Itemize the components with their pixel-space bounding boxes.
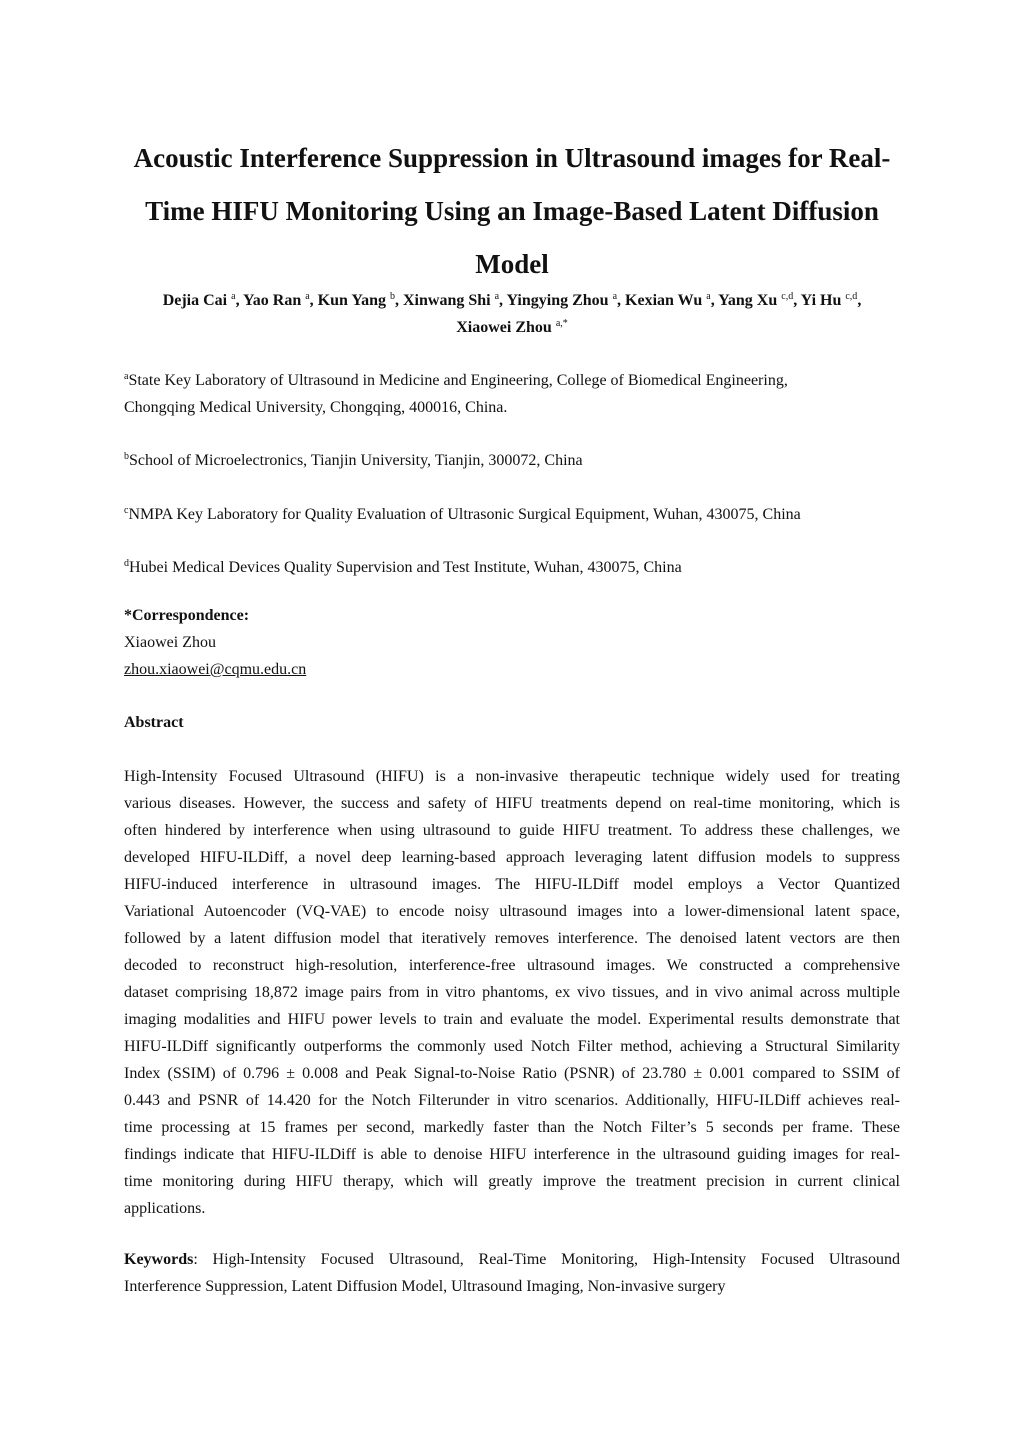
affiliation-sup: c xyxy=(124,505,129,516)
abstract-line: 0.443 and PSNR of 14.420 for the Notch Filterunder in vitro scenarios. Additionally, HIFU-ILDiff achieves real- xyxy=(124,1092,900,1109)
title-line: Time HIFU Monitoring Using an Image-Based Latent Diffusion xyxy=(145,196,879,226)
author-name: Kun Yang xyxy=(317,292,386,309)
author-affil-sup: a xyxy=(706,291,711,302)
author-line: Dejia Cai $^a$, Yao Ran $^a$, Kun Yang $^b$, Xinwang Shi $^a$, Yingying Zhou $^a$, Kexian Wu $^a$, Yang Xu $^{c,d}$, Yi Hu $^{c,d}$, xyxy=(162,291,862,309)
author-line xyxy=(110,314,914,341)
correspondence-email-link[interactable]: zhou.xiaowei@cqmu.edu.cn xyxy=(124,661,307,678)
author-affil-sup: c,d xyxy=(845,291,858,302)
author-name: Kexian Wu xyxy=(625,292,703,309)
abstract-line: decoded to reconstruct high-resolution, interference-free ultrasound images. We constructed a comprehensive xyxy=(124,957,900,974)
abstract-line: dataset comprising 18,872 image pairs from in vitro phantoms, ex vivo tissues, and in vivo animal across multiple xyxy=(124,984,900,1001)
correspondence-name: Xiaowei Zhou xyxy=(124,634,216,651)
affiliation xyxy=(124,367,904,421)
affiliation-line: $^a$State Key Laboratory of Ultrasound in Medicine and Engineering, College of Biomedical Engineering, xyxy=(124,371,788,389)
author-name: Yi Hu xyxy=(800,292,842,309)
author-name: Yingying Zhou xyxy=(506,292,609,309)
author-affil-sup: a xyxy=(231,291,236,302)
abstract-line: followed by a latent diffusion model that iteratively removes interference. The denoised latent vectors are then xyxy=(124,930,900,947)
author-name: Xiaowei Zhou xyxy=(456,319,552,336)
author-affil-sup: c,d xyxy=(781,291,794,302)
abstract-heading: Abstract xyxy=(124,714,184,731)
abstract-line: imaging modalities and HIFU power levels to train and evaluate the model. Experimental results demonstrate that xyxy=(124,1011,900,1028)
keywords-line: Interference Suppression, Latent Diffusion Model, Ultrasound Imaging, Non-invasive surgery xyxy=(124,1278,726,1295)
affiliation xyxy=(124,501,904,528)
abstract-line: often hindered by interference when using ultrasound to guide HIFU treatment. To address these challenges, we xyxy=(124,822,900,839)
author-affil-sup: a xyxy=(494,291,500,302)
correspondence xyxy=(124,602,904,683)
abstract-line: developed HIFU-ILDiff, a novel deep learning-based approach leveraging latent diffusion models to suppress xyxy=(124,849,900,866)
author-affil-sup: a,* xyxy=(555,318,568,329)
abstract-line: applications. xyxy=(124,1200,206,1217)
abstract-line: findings indicate that HIFU-ILDiff is able to denoise HIFU interference in the ultrasound guiding images for real- xyxy=(124,1146,900,1163)
keywords-label: Keywords xyxy=(124,1251,194,1268)
affiliation-line: $^c$NMPA Key Laboratory for Quality Evaluation of Ultrasonic Surgical Equipment, Wuhan, 430075, China xyxy=(124,505,801,523)
abstract-line: HIFU-ILDiff significantly outperforms the commonly used Notch Filter method, achieving a Structural Similarity xyxy=(124,1038,900,1055)
abstract-line: time monitoring during HIFU therapy, which will greatly improve the treatment precision in current clinical xyxy=(124,1173,900,1190)
keywords-text: : High-Intensity Focused Ultrasound, Real-Time Monitoring, High-Intensity Focused Ultrasound xyxy=(193,1251,900,1268)
author-name: Yang Xu xyxy=(718,292,778,309)
abstract-body xyxy=(124,763,900,1222)
affiliation-sup: a xyxy=(124,371,129,382)
author-list xyxy=(110,287,914,341)
abstract-line: Variational Autoencoder (VQ-VAE) to encode noisy ultrasound images into a lower-dimensional latent space, xyxy=(124,903,900,920)
title-line: Model xyxy=(475,249,549,279)
keywords-line xyxy=(124,1246,900,1273)
keywords xyxy=(124,1246,900,1300)
paper-title xyxy=(110,132,914,291)
author-affil-sup: a xyxy=(612,291,618,302)
abstract-line: time processing at 15 frames per second, markedly faster than the Notch Filter’s 5 seconds per frame. These xyxy=(124,1119,900,1136)
title-line: Acoustic Interference Suppression in Ultrasound images for Real- xyxy=(133,143,891,173)
affiliation xyxy=(124,447,904,474)
author-affil-sup: a xyxy=(305,291,310,302)
author-affil-sup: b xyxy=(390,291,395,302)
abstract-line: Index (SSIM) of 0.796 ± 0.008 and Peak Signal-to-Noise Ratio (PSNR) of 23.780 ± 0.001 compared to SSIM of xyxy=(124,1065,900,1082)
affiliation-line: $^d$Hubei Medical Devices Quality Supervision and Test Institute, Wuhan, 430075, China xyxy=(124,558,682,576)
affiliation-sup: d xyxy=(124,558,129,569)
affiliation-line: $^b$School of Microelectronics, Tianjin University, Tianjin, 300072, China xyxy=(124,451,583,469)
author-name: Dejia Cai xyxy=(162,292,228,309)
abstract-line: various diseases. However, the success and safety of HIFU treatments depend on real-time monitoring, which is xyxy=(124,795,900,812)
affiliation-line: Chongqing Medical University, Chongqing, 400016, China. xyxy=(124,399,508,416)
author-name: Yao Ran xyxy=(242,292,302,309)
correspondence-heading: *Correspondence: xyxy=(124,607,250,624)
affiliation-sup: b xyxy=(124,451,129,462)
abstract-line: High-Intensity Focused Ultrasound (HIFU) is a non-invasive therapeutic technique widely used for treating xyxy=(124,768,900,785)
abstract-line: HIFU-induced interference in ultrasound images. The HIFU-ILDiff model employs a Vector Quantized xyxy=(124,876,900,893)
affiliation xyxy=(124,554,904,581)
author-name: Xinwang Shi xyxy=(403,292,491,309)
